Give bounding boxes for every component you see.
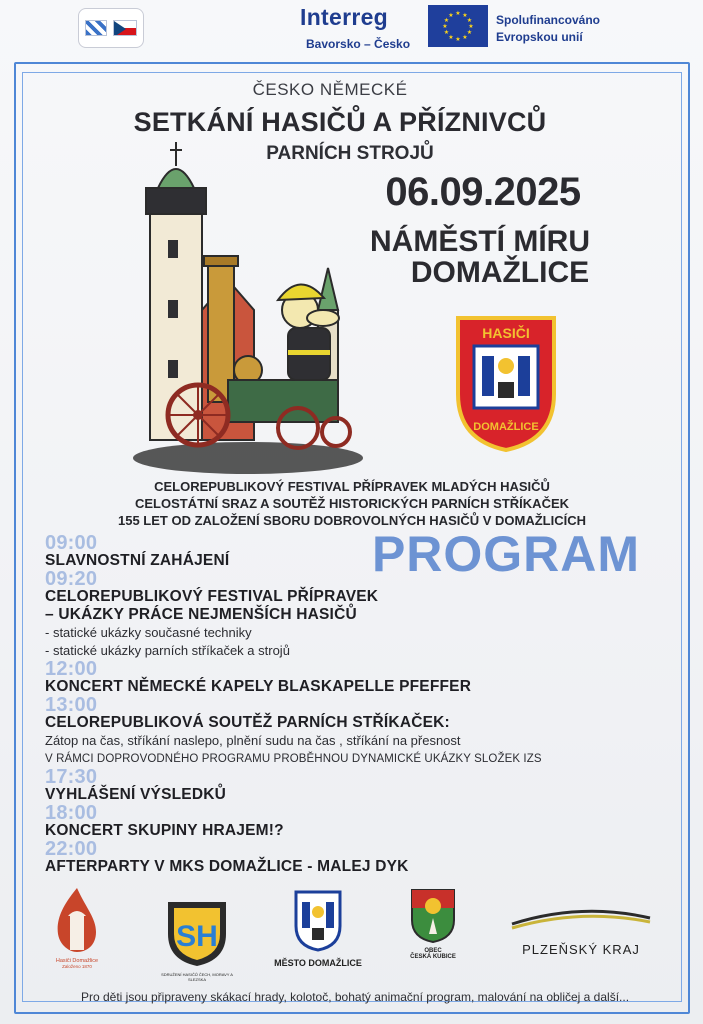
sh-letters: SH	[176, 920, 218, 953]
schedule-item	[45, 768, 645, 804]
obec-caption-line2: ČESKÁ KUBICE	[410, 954, 456, 960]
interreg-region: Bavorsko – Česko	[306, 37, 411, 51]
schedule-item	[45, 534, 645, 570]
svg-text:★: ★	[448, 12, 454, 19]
plzensky-kraj-logo	[506, 904, 656, 957]
bavaria-czech-flags-logo	[78, 8, 144, 48]
partner-logos	[28, 880, 678, 980]
domazlice-coat-of-arms-icon	[262, 890, 374, 952]
schedule-time: 17:30	[45, 766, 98, 788]
svg-text:★: ★	[462, 12, 468, 19]
intro-line: 155 LET OD ZALOŽENÍ SBORU DOBROVOLNÝCH HASIČŮ V DOMAŽLICÍCH	[117, 513, 587, 528]
obec-caption-line1: OBEC	[424, 948, 442, 954]
place-line2: DOMAŽLICE	[410, 256, 590, 289]
schedule-item	[45, 840, 645, 876]
schedule-time: 09:00	[45, 532, 98, 554]
schedule-item	[45, 660, 645, 696]
svg-text:★: ★	[442, 23, 448, 30]
svg-text:★: ★	[455, 36, 461, 43]
svg-text:★: ★	[455, 10, 461, 17]
schedule-time: 12:00	[45, 658, 98, 680]
schedule-event: KONCERT NĚMECKÉ KAPELY BLASKAPELLE PFEFFER	[45, 678, 472, 695]
schedule-item	[45, 696, 645, 768]
event-date: 06.09.2025	[385, 170, 581, 214]
obec-ceska-kubice-logo	[398, 888, 468, 960]
intro-line: CELOREPUBLIKOVÝ FESTIVAL PŘÍPRAVEK MLADÝCH HASIČŮ	[154, 479, 550, 494]
svg-text:★: ★	[466, 29, 473, 36]
schedule-event: SLAVNOSTNÍ ZAHÁJENÍ	[45, 552, 230, 569]
schedule-note: - statické ukázky současné techniky	[45, 625, 252, 640]
schedule-item	[45, 570, 645, 660]
eu-flag-icon	[428, 5, 488, 47]
eu-text-line2: Evropskou unií	[496, 30, 583, 44]
steam-pump-illustration	[128, 140, 368, 480]
schedule-time: 09:20	[45, 568, 98, 590]
sh-ring-text: SDRUŽENÍ HASIČŮ ČECH, MORAVY A SLEZSKA	[161, 972, 233, 982]
plzensky-kraj-swoosh-icon	[506, 904, 656, 930]
footer-note: Pro děti jsou připraveny skákací hrady, kolotoč, bohatý animační program, malování na obličej a další...	[80, 990, 630, 1004]
sh-cms-logo	[160, 894, 234, 982]
main-title: SETKÁNÍ HASIČŮ A PŘÍZNIVCŮ	[133, 107, 547, 137]
hasici-domazlice-crest	[452, 312, 560, 454]
program-heading: PROGRAM	[371, 526, 641, 582]
bavaria-flag-icon	[85, 20, 107, 36]
czech-flag-icon	[113, 20, 137, 36]
mesto-caption: MĚSTO DOMAŽLICE	[274, 958, 362, 968]
svg-text:★: ★	[462, 34, 468, 41]
eu-text-line1: Spolufinancováno	[496, 13, 601, 27]
schedule-event: – UKÁZKY PRÁCE NEJMENŠÍCH HASIČŮ	[45, 606, 357, 623]
hasici-domazlice-logo	[42, 886, 112, 969]
sponsor-header	[0, 0, 703, 58]
mesto-domazlice-logo	[262, 890, 374, 968]
svg-text:★: ★	[448, 34, 454, 41]
schedule-note: Zátop na čas, stříkání naslepo, plnění sudu na čas , stříkání na přesnost	[45, 733, 461, 748]
pre-title: ČESKO NĚMECKÉ	[252, 80, 408, 99]
crest-bottom-text: DOMAŽLICE	[473, 421, 539, 433]
eu-cofinanced-text	[496, 12, 600, 46]
schedule-note: - statické ukázky parních stříkaček a strojů	[45, 643, 290, 658]
schedule-item	[45, 804, 645, 840]
ceska-kubice-coat-of-arms-icon	[398, 888, 468, 944]
kraj-caption: PLZEŇSKÝ KRAJ	[522, 942, 640, 957]
schedule-time: 18:00	[45, 802, 98, 824]
interreg-logo	[300, 4, 428, 51]
hasici-logo-line2: Založeno 1870	[62, 964, 92, 969]
crest-top-text: HASIČI	[482, 325, 530, 341]
hasici-logo-line1: Hasiči Domažlice	[55, 958, 99, 964]
schedule-time: 22:00	[45, 838, 98, 860]
main-subtitle: PARNÍCH STROJŮ	[266, 143, 434, 164]
place-line1: NÁMĚSTÍ MÍRU	[370, 225, 590, 258]
schedule-event: CELOREPUBLIKOVÁ SOUTĚŽ PARNÍCH STŘÍKAČEK:	[45, 714, 450, 731]
schedule-event: KONCERT SKUPINY HRAJEM!?	[45, 822, 284, 839]
schedule-event: CELOREPUBLIKOVÝ FESTIVAL PŘÍPRAVEK	[45, 588, 379, 605]
svg-text:★: ★	[468, 23, 474, 30]
intro-line: CELOSTÁTNÍ SRAZ A SOUTĚŽ HISTORICKÝCH PARNÍCH STŘÍKAČEK	[134, 496, 570, 511]
schedule-event: AFTERPARTY V MKS DOMAŽLICE - MALEJ DYK	[45, 858, 409, 875]
svg-text:★: ★	[443, 17, 450, 24]
svg-text:★: ★	[443, 29, 450, 36]
interreg-name: Interreg	[300, 4, 389, 30]
schedule-time: 13:00	[45, 694, 98, 716]
schedule-event: VYHLÁŠENÍ VÝSLEDKŮ	[45, 786, 227, 803]
flame-tower-icon	[42, 886, 112, 954]
schedule-note: V RÁMCI DOPROVODNÉHO PROGRAMU PROBĚHNOU DYNAMICKÉ UKÁZKY SLOŽEK IZS	[45, 753, 542, 765]
svg-text:★: ★	[466, 17, 473, 24]
intro-lines	[54, 478, 650, 529]
program-schedule	[45, 534, 645, 876]
